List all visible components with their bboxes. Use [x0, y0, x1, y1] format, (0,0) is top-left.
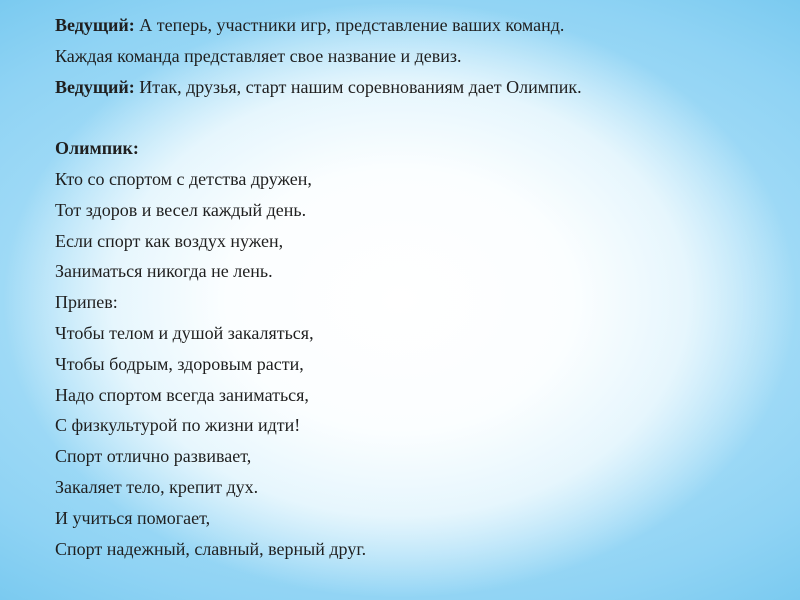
- song-line: Чтобы бодрым, здоровым расти,: [55, 353, 304, 374]
- intro-text: А теперь, участники игр, представление ваших команд.: [134, 15, 565, 35]
- speaker-label: Ведущий:: [55, 76, 135, 97]
- intro-line: [55, 72, 775, 103]
- song-line: Если спорт как воздух нужен,: [55, 230, 284, 251]
- song-line: И учиться помогает,: [55, 507, 211, 528]
- song-line: Спорт надежный, славный, верный друг.: [55, 538, 367, 559]
- song-line: Тот здоров и весел каждый день.: [55, 199, 307, 220]
- intro-line: [55, 41, 775, 72]
- song-line: Чтобы телом и душой закаляться,: [55, 322, 314, 343]
- speaker-label: Ведущий:: [55, 15, 135, 35]
- intro-line: [55, 10, 775, 41]
- song-line: Закаляет тело, крепит дух.: [55, 476, 259, 497]
- song-line: Кто со спортом с детства дружен,: [55, 168, 312, 189]
- intro-text: Итак, друзья, старт нашим соревнованиям дает Олимпик.: [134, 76, 582, 97]
- song-line: С физкультурой по жизни идти!: [55, 415, 301, 436]
- song-line: Надо спортом всегда заниматься,: [55, 384, 309, 405]
- song-line: Заниматься никогда не лень.: [55, 261, 273, 282]
- song-line: Припев:: [55, 292, 118, 313]
- spacer: [55, 102, 775, 133]
- slide-text: [55, 10, 775, 564]
- song-line: Спорт отлично развивает,: [55, 446, 252, 467]
- speaker-label: Олимпик:: [55, 138, 139, 159]
- song-speaker: [55, 133, 775, 164]
- intro-text: Каждая команда представляет свое название и девиз.: [55, 45, 462, 66]
